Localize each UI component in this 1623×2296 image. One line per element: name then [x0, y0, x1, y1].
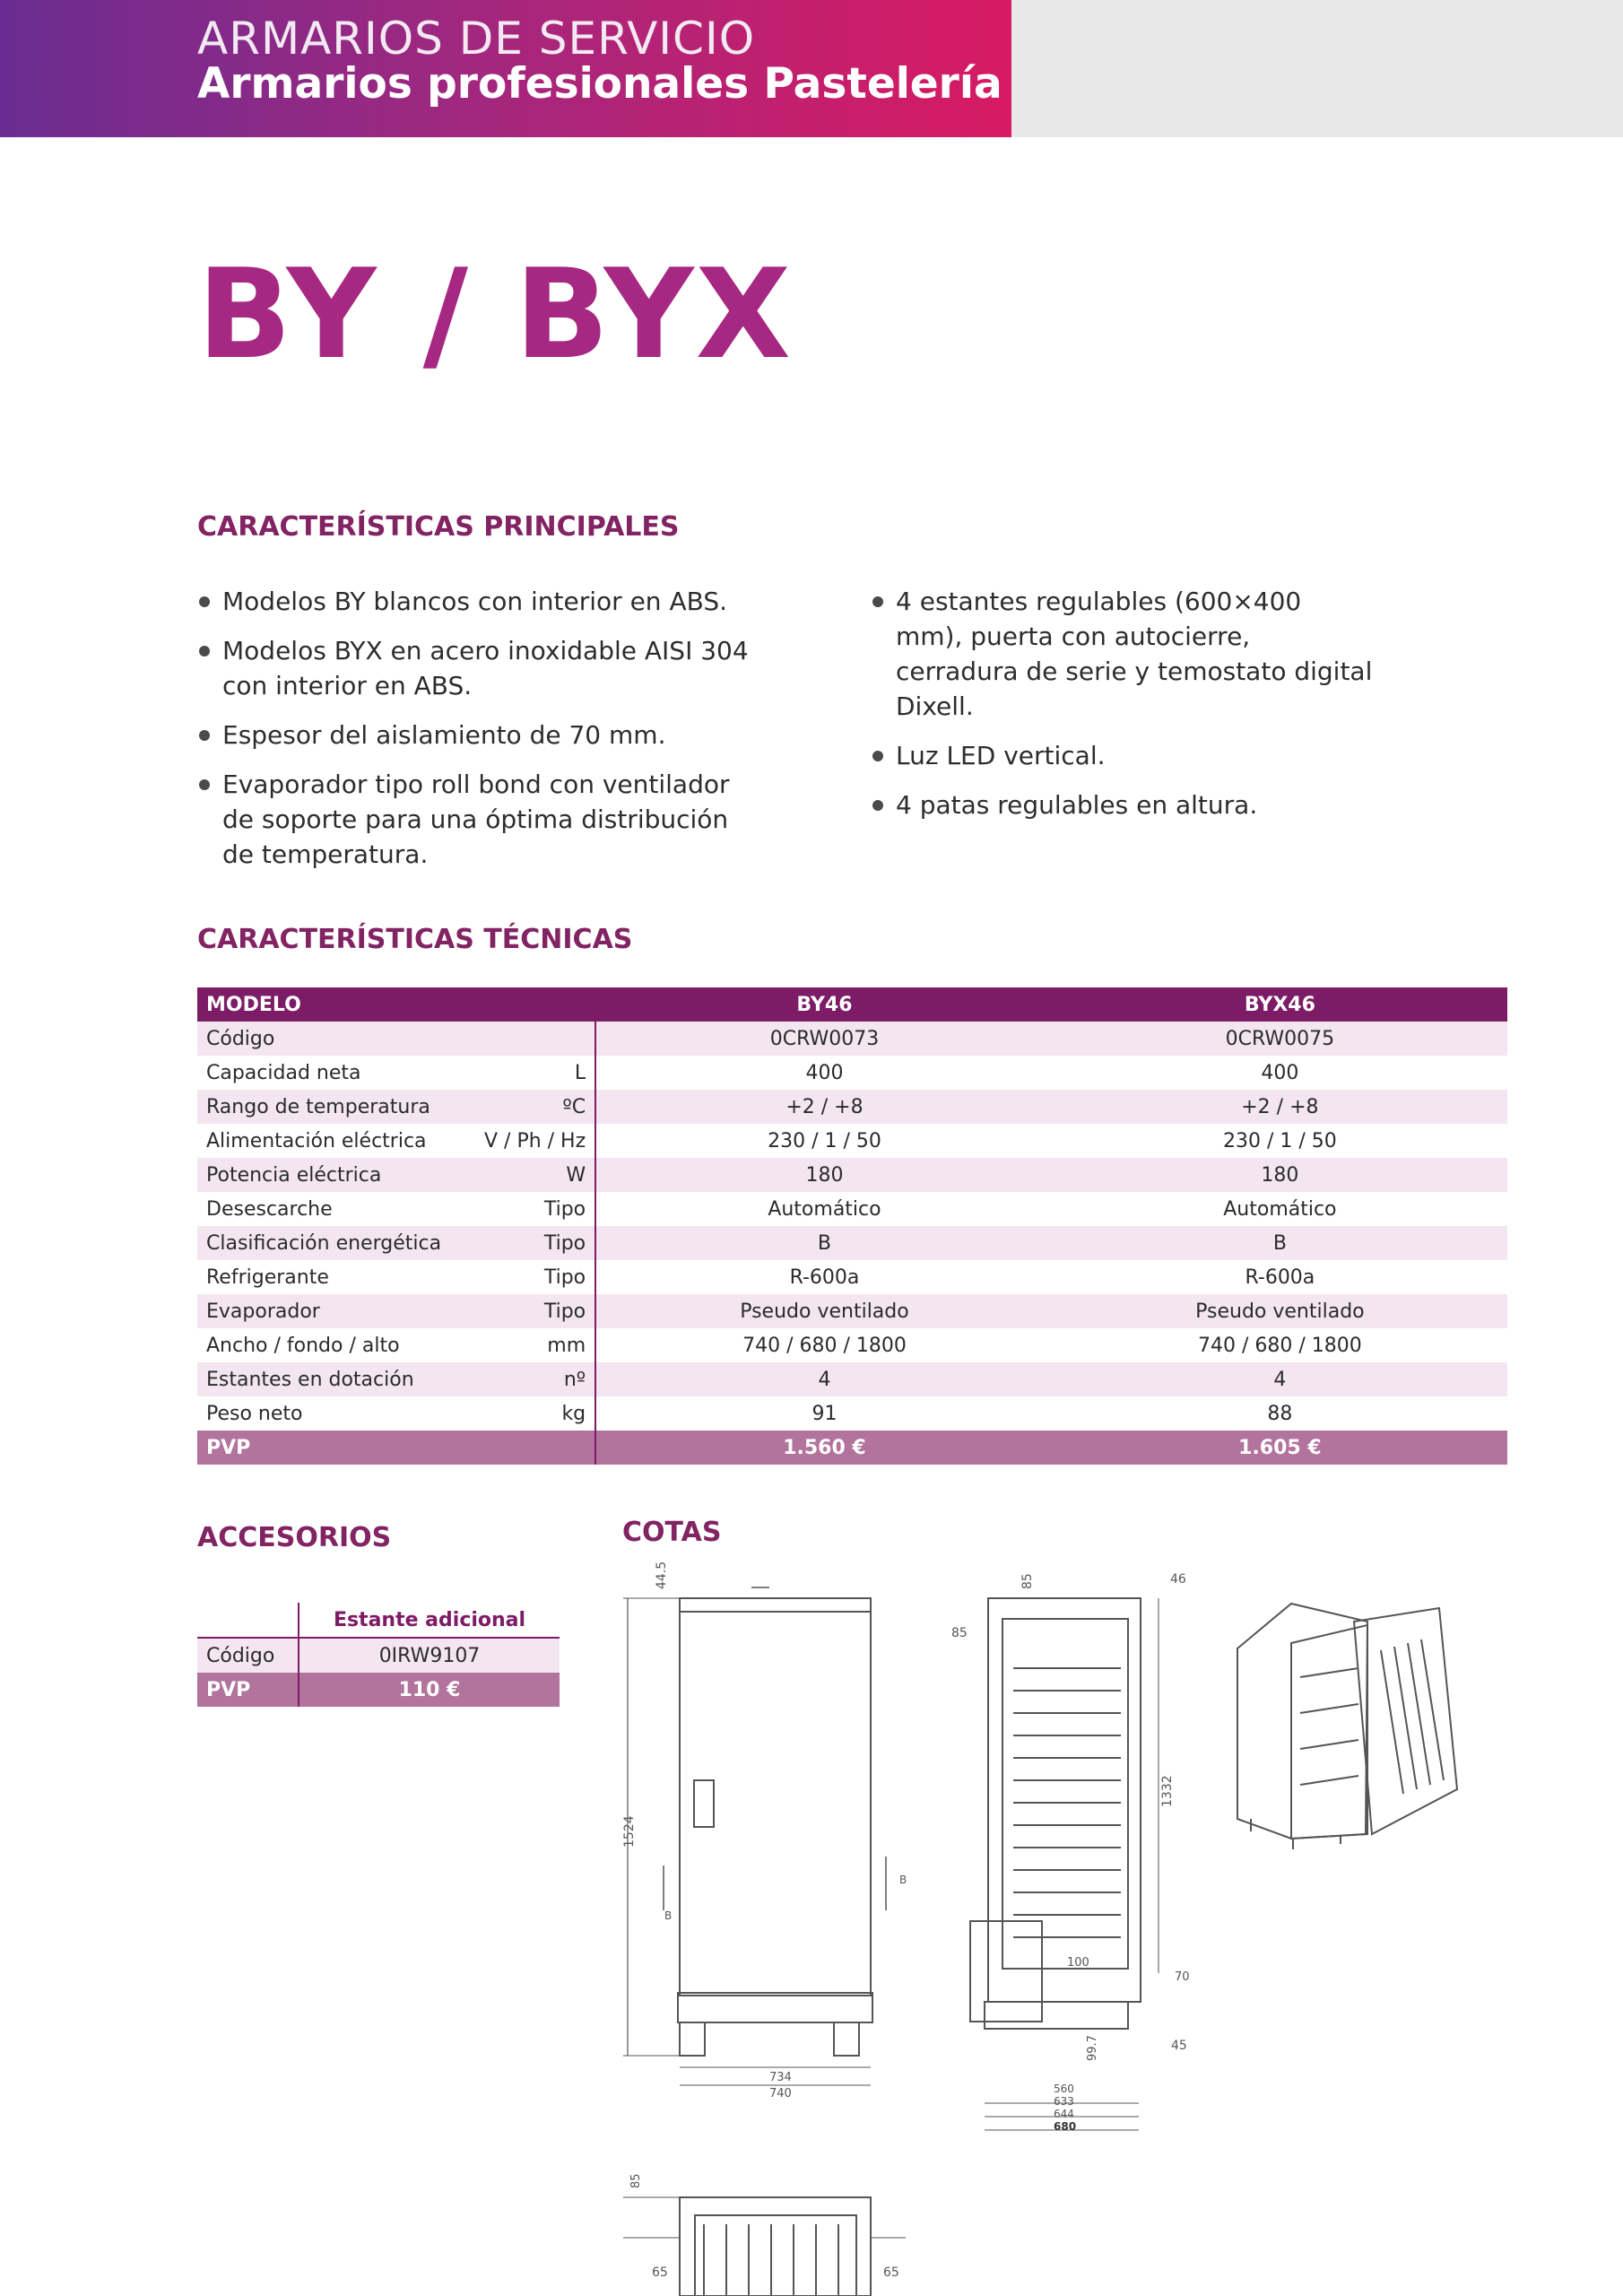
dim-side-top-b: 46: [1170, 1572, 1186, 1587]
dim-top-view-right: 65: [883, 2266, 899, 2280]
row-label: Desescarche: [197, 1192, 475, 1226]
row-label: Evaporador: [197, 1294, 475, 1328]
dim-side-d4: 680: [1054, 2120, 1077, 2133]
row-label: Rango de temperatura: [197, 1090, 475, 1124]
dim-side-right-b: 45: [1171, 2039, 1187, 2053]
row-label: Refrigerante: [197, 1260, 475, 1294]
row-unit: kg: [475, 1396, 595, 1431]
tech-heading: CARACTERÍSTICAS TÉCNICAS: [197, 924, 633, 955]
row-label: Potencia eléctrica: [197, 1158, 475, 1192]
feature-item: Modelos BY blancos con interior en ABS.: [197, 584, 762, 619]
dim-side-right-a: 70: [1175, 1970, 1190, 1984]
row-value: B: [595, 1226, 1053, 1260]
row-value: 88: [1053, 1396, 1507, 1431]
row-unit: nº: [475, 1362, 595, 1396]
price-by46: 1.560 €: [595, 1431, 1053, 1465]
feature-item: Modelos BYX en acero inoxidable AISI 304 con interior en ABS.: [197, 633, 762, 703]
row-unit: Tipo: [475, 1192, 595, 1226]
side-view-drawing: [970, 1598, 1159, 2130]
dim-side-left: 85: [951, 1626, 968, 1640]
row-value: 400: [1053, 1056, 1507, 1090]
top-view-drawing: [623, 2197, 906, 2296]
row-label: Alimentación eléctrica: [197, 1124, 475, 1158]
row-value: 4: [1053, 1362, 1507, 1396]
row-label: Ancho / fondo / alto: [197, 1328, 475, 1362]
feature-item: Espesor del aislamiento de 70 mm.: [197, 718, 762, 752]
row-value: Automático: [1053, 1192, 1507, 1226]
row-unit: Tipo: [475, 1294, 595, 1328]
perspective-view-drawing: [1237, 1604, 1457, 1849]
dim-side-height: 1332: [1160, 1775, 1175, 1807]
model-byx46: BYX46: [1053, 987, 1507, 1022]
feature-item: Evaporador tipo roll bond con ventilador de soporte para una óptima distribución de temperatura.: [197, 767, 762, 872]
main-features-heading: CARACTERÍSTICAS PRINCIPALES: [197, 511, 680, 543]
row-value: +2 / +8: [1053, 1090, 1507, 1124]
row-value: B: [1053, 1226, 1507, 1260]
row-value: 230 / 1 / 50: [595, 1124, 1053, 1158]
front-view-drawing: [623, 1587, 886, 2085]
dimensions-heading: COTAS: [622, 1517, 722, 1548]
row-unit: ºC: [475, 1090, 595, 1124]
row-value: R-600a: [595, 1260, 1053, 1294]
row-value: 740 / 680 / 1800: [595, 1328, 1053, 1362]
accessory-code-label: Código: [197, 1638, 299, 1673]
row-value: Automático: [595, 1192, 1053, 1226]
dim-side-inner: 100: [1067, 1956, 1089, 1970]
row-value: 180: [595, 1158, 1053, 1192]
accessory-price: 110 €: [299, 1673, 560, 1707]
row-value: +2 / +8: [595, 1090, 1053, 1124]
price-byx46: 1.605 €: [1053, 1431, 1507, 1465]
row-label: Peso neto: [197, 1396, 475, 1431]
row-label: Clasificación energética: [197, 1226, 475, 1260]
header-subtitle: Armarios profesionales Pastelería: [197, 59, 1002, 109]
dim-section-left: B: [664, 1909, 673, 1922]
feature-item: 4 patas regulables en altura.: [871, 787, 1373, 822]
feature-item: Luz LED vertical.: [871, 738, 1373, 773]
accessory-column: Estante adicional: [299, 1603, 560, 1638]
row-value: 400: [595, 1056, 1053, 1090]
row-unit: mm: [475, 1328, 595, 1362]
row-value: Pseudo ventilado: [595, 1294, 1053, 1328]
dim-side-d3: 644: [1054, 2108, 1074, 2120]
row-value: 91: [595, 1396, 1053, 1431]
accessory-price-label: PVP: [197, 1673, 299, 1707]
row-unit: L: [475, 1056, 595, 1090]
dim-section-right: B: [899, 1874, 907, 1886]
dim-front-height: 1524: [622, 1815, 637, 1848]
dim-front-top: 44.5: [655, 1561, 669, 1589]
page-title: BY / BYX: [197, 242, 794, 387]
dim-side-top-a: 85: [1020, 1573, 1035, 1589]
dim-top-view-left: 65: [652, 2266, 668, 2280]
accessory-code: 0IRW9107: [299, 1638, 560, 1673]
dim-front-outer-width: 740: [769, 2087, 792, 2100]
row-value: 180: [1053, 1158, 1507, 1192]
row-label: Estantes en dotación: [197, 1362, 475, 1396]
accessories-heading: ACCESORIOS: [197, 1522, 392, 1553]
row-label: Código: [197, 1022, 475, 1056]
dim-side-d2: 633: [1054, 2095, 1074, 2108]
row-unit: Tipo: [475, 1260, 595, 1294]
spec-header-label: MODELO: [197, 987, 475, 1022]
price-label: PVP: [197, 1431, 475, 1465]
row-value: 0CRW0075: [1053, 1022, 1507, 1056]
feature-item: 4 estantes regulables (600×400 mm), puerta con autocierre, cerradura de serie y temostato digital Dixell.: [871, 584, 1373, 724]
row-value: R-600a: [1053, 1260, 1507, 1294]
dim-front-inner-width: 734: [769, 2071, 792, 2084]
row-label: Capacidad neta: [197, 1056, 475, 1090]
row-value: 230 / 1 / 50: [1053, 1124, 1507, 1158]
header-category: ARMARIOS DE SERVICIO: [197, 13, 756, 65]
dim-top-view-top: 85: [629, 2173, 643, 2188]
row-value: Pseudo ventilado: [1053, 1294, 1507, 1328]
dim-side-foot: 99.7: [1086, 2035, 1099, 2061]
model-by46: BY46: [595, 987, 1053, 1022]
row-value: 0CRW0073: [595, 1022, 1053, 1056]
row-value: 740 / 680 / 1800: [1053, 1328, 1507, 1362]
row-unit: Tipo: [475, 1226, 595, 1260]
row-unit: W: [475, 1158, 595, 1192]
row-unit: V / Ph / Hz: [475, 1124, 595, 1158]
dim-side-d1: 560: [1054, 2083, 1074, 2095]
row-value: 4: [595, 1362, 1053, 1396]
